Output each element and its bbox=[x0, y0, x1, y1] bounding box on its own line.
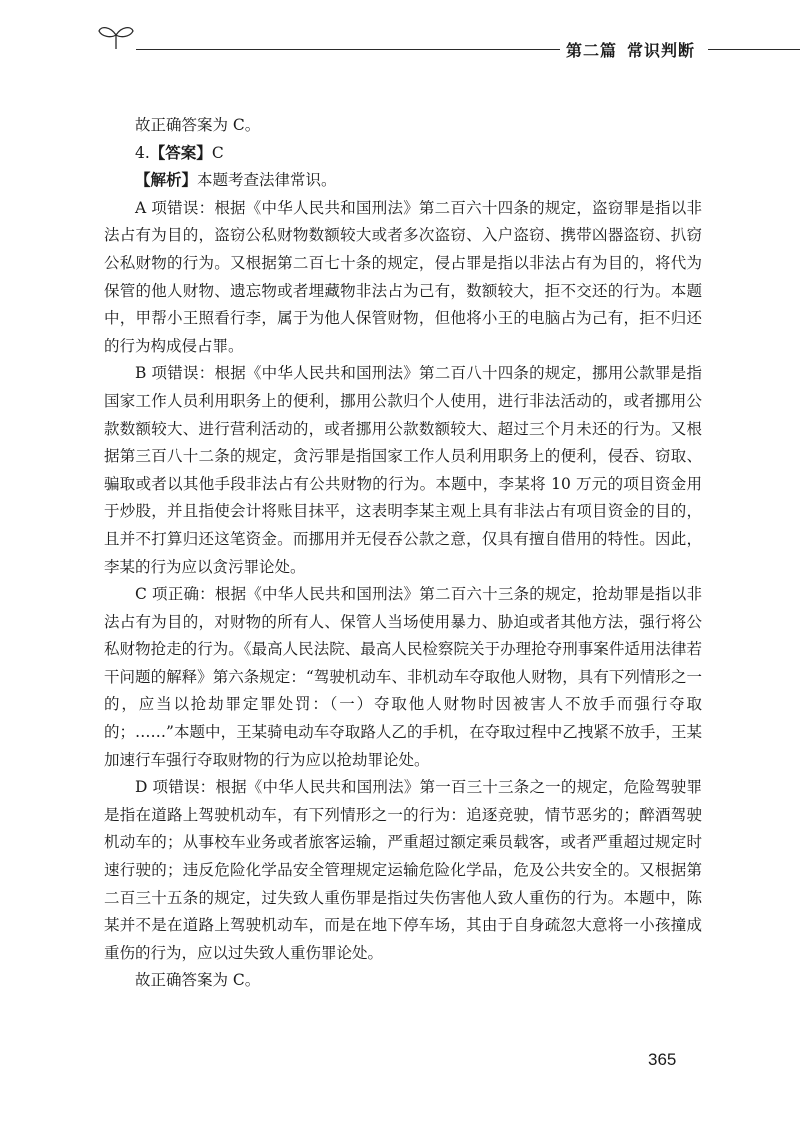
option-a-paragraph: A 项错误：根据《中华人民共和国刑法》第二百六十四条的规定，盗窃罪是指以非法占有为目的，盗窃公私财物数额较大或者多次盗窃、入户盗窃、携带凶器盗窃、扒窃公私财物的行为。又根据第二百七十条的规定，侵占罪是指以非法占有为目的，将代为保管的他人财物、遗忘物或者埋藏物非法占为己有，数额较大，拒不交还的行为。本题中，甲帮小王照看行李，属于为他人保管财物，但他将小王的电脑占为己有，拒不归还的行为构成侵占罪。 bbox=[104, 198, 702, 355]
sprout-icon bbox=[96, 22, 136, 50]
answer-value: C bbox=[211, 143, 224, 162]
option-d-paragraph: D 项错误：根据《中华人民共和国刑法》第一百三十三条之一的规定，危险驾驶罪是指在道路上驾驶机动车，有下列情形之一的行为：追逐竞驶，情节恶劣的；醉酒驾驶机动车的；从事校车业务或者旅客运输，严重超过额定乘员载客，或者严重超过规定时速行驶的；违反危险化学品安全管理规定运输危险化学品，危及公共安全的。又根据第二百三十五条的规定，过失致人重伤罪是指过失伤害他人致人重伤的行为。本题中，陈某并不是在道路上驾驶机动车，而是在地下停车场，其由于自身疏忽大意将一小孩撞成重伤的行为，应以过失致人重伤罪论处。 bbox=[104, 778, 702, 962]
page-content bbox=[104, 112, 702, 995]
answer-line bbox=[104, 140, 702, 168]
analysis-label: 【解析】 bbox=[135, 171, 198, 190]
header-title bbox=[566, 38, 695, 61]
header-rule-left bbox=[136, 49, 560, 50]
analysis-line bbox=[104, 167, 702, 195]
answer-number: 4. bbox=[135, 143, 150, 162]
option-c-paragraph: C 项正确：根据《中华人民共和国刑法》第二百六十三条的规定，抢劫罪是指以非法占有为目的，对财物的所有人、保管人当场使用暴力、胁迫或者其他方法，强行将公私财物抢走的行为。《最高人民法院、最高人民检察院关于办理抢夺刑事案件适用法律若干问题的解释》第六条规定：“驾驶机动车、非机动车夺取他人财物，具有下列情形之一的，应当以抢劫罪定罪处罚：（一）夺取他人财物时因被害人不放手而强行夺取的；……”本题中，王某骑电动车夺取路人乙的手机，在夺取过程中乙拽紧不放手，王某加速行车强行夺取财物的行为应以抢劫罪论处。 bbox=[104, 585, 702, 769]
answer-label: 【答案】 bbox=[149, 143, 212, 162]
previous-conclusion: 故正确答案为 C。 bbox=[135, 116, 261, 134]
header-section: 第二篇 bbox=[566, 41, 618, 60]
final-conclusion: 故正确答案为 C。 bbox=[135, 971, 261, 990]
header-rule-right bbox=[708, 49, 800, 50]
page-header bbox=[0, 0, 800, 70]
header-topic: 常识判断 bbox=[627, 41, 696, 60]
option-b-paragraph: B 项错误：根据《中华人民共和国刑法》第二百八十四条的规定，挪用公款罪是指国家工作人员利用职务上的便利，挪用公款归个人使用，进行非法活动的，或者挪用公款数额较大、进行营利活动的，或者挪用公款数额较大、超过三个月未还的行为。又根据第三百八十二条的规定，贪污罪是指国家工作人员利用职务上的便利，侵吞、窃取、骗取或者以其他手段非法占有公共财物的行为。本题中，李某将 10 万元的项目资金用于炒股，并且指使会计将账目抹平，这表明李某主观上具有非法占有项目资金的目的，且并不打算归还这笔资金。而挪用并无侵吞公款之意，仅具有擅自借用的特性。因此，李某的行为应以贪污罪论处。 bbox=[104, 364, 702, 576]
page-number: 365 bbox=[648, 1050, 677, 1069]
analysis-text: 本题考查法律常识。 bbox=[197, 171, 337, 190]
